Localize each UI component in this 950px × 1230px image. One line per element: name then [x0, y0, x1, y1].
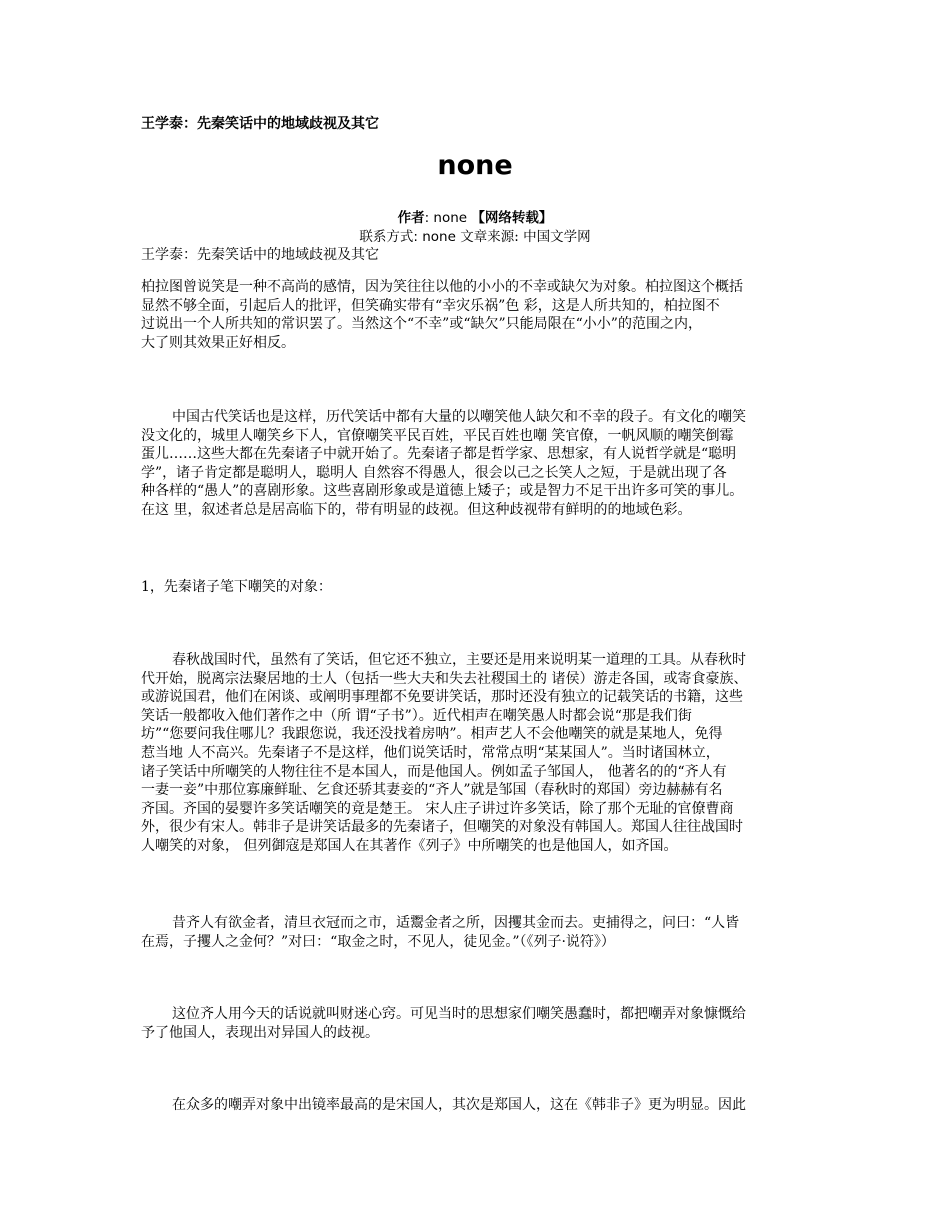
paragraph-line: 予了他国人，表现出对异国人的歧视。 [141, 1024, 379, 1041]
paragraph-4 [141, 1005, 821, 1042]
paragraph-line: 在焉，子攫人之金何？”对曰：“取金之时，不见人，徒见金。”（《列子·说符》） [141, 933, 615, 950]
paragraph-line: 或游说国君，他们在闲谈、或阐明事理都不免要讲笑话，那时还没有独立的记载笑话的书籍，这些 [141, 689, 743, 706]
paragraph-line: 诸子笑话中所嘲笑的人物往往不是本国人，而是他国人。例如孟子邹国人， 他著名的的“齐人有 [141, 763, 727, 780]
paragraph-line: 蛋儿……这些大都在先秦诸子中就开始了。先秦诸子都是哲学家、思想家，有人说哲学就是“聪明 [141, 446, 737, 463]
contact-value: : none [413, 229, 456, 245]
contact-source-line [141, 225, 809, 245]
paragraph-line: 代开始，脱离宗法聚居地的士人（包括一些大夫和失去社稷国土的 诸侯）游走各国，或寄食豪族、 [141, 670, 748, 687]
source-label: 文章来源 [460, 229, 515, 245]
paragraph-3 [141, 651, 821, 856]
paragraph-1 [141, 278, 821, 352]
author-line [141, 206, 809, 226]
author-value: : none [424, 210, 468, 226]
paragraph-2 [141, 408, 821, 520]
paragraph-line: 这位齐人用今天的话说就叫财迷心窍。可见当时的思想家们嘲笑愚蠢时，都把嘲弄对象慷慨给 [172, 1006, 746, 1022]
paragraph-line: 齐国。齐国的晏婴许多笑话嘲笑的竟是楚王。 宋人庄子讲过许多笑话，除了那个无耻的官僚曹商 [141, 800, 734, 817]
article-title: none [437, 150, 513, 181]
paragraph-line: 过说出一个人所共知的常识罢了。当然这个“不幸”或“缺欠”只能局限在“小小”的范围之内， [141, 316, 702, 333]
paragraph-line: 人嘲笑的对象， 但列御寇是郑国人在其著作《列子》中所嘲笑的也是他国人，如齐国。 [141, 837, 678, 854]
paragraph-line: 中国古代笑话也是这样，历代笑话中都有大量的以嘲笑他人缺欠和不幸的段子。有文化的嘲笑 [172, 409, 746, 425]
contact-label: 联系方式 [359, 229, 414, 245]
paragraph-quote [141, 914, 821, 951]
section-heading-text: 1，先秦诸子笔下嘲笑的对象： [141, 579, 332, 595]
paragraph-line: 春秋战国时代，虽然有了笑话，但它还不独立，主要还是用来说明某一道理的工具。从春秋时 [172, 652, 746, 668]
paragraph-line: 惹当地 人不高兴。先秦诸子不是这样，他们说笑话时，常常点明“某某国人”。当时诸国林立， [141, 744, 720, 761]
paragraph-5 [141, 1096, 821, 1115]
paragraph-line: 大了则其效果正好相反。 [141, 334, 295, 351]
source-value: : 中国文学网 [514, 229, 591, 245]
paragraph-line: 显然不够全面，引起后人的批评，但笑确实带有“幸灾乐祸”色 彩，这是人所共知的，柏拉图不 [141, 297, 720, 314]
article-subtitle: 王学泰：先秦笑话中的地域歧视及其它 [141, 247, 379, 263]
paragraph-line: 坊”“您要问我住哪儿？我跟您说，我还没找着房呐”。相声艺人不会他嘲笑的就是某地人，免得 [141, 726, 723, 743]
section-heading-1 [141, 578, 821, 597]
author-label: 作者 [397, 210, 425, 226]
paragraph-line: 柏拉图曾说笑是一种不高尚的感情，因为笑往往以他的小小的不幸或缺欠为对象。柏拉图这个概括 [141, 279, 743, 295]
paragraph-line: 笑话一般都收入他们著作之中（所 谓“子书”）。近代相声在嘲笑愚人时都会说“那是我们街 [141, 707, 692, 724]
paragraph-line: 外，很少有宋人。韩非子是讲笑话最多的先秦诸子，但嘲笑的对象没有韩国人。郑国人往往战国时 [141, 819, 743, 836]
paragraph-line: 昔齐人有欲金者，清旦衣冠而之市，适鬻金者之所，因攫其金而去。吏捕得之，问曰：“人皆 [172, 915, 740, 931]
paragraph-line: 学”，诸子肯定都是聪明人，聪明人 自然容不得愚人，很会以己之长笑人之短，于是就出现了各 [141, 464, 727, 481]
paragraph-line: 在这 里，叙述者总是居高临下的，带有明显的歧视。但这种歧视带有鲜明的的地域色彩。 [141, 501, 692, 518]
paragraph-line: 在众多的嘲弄对象中出镜率最高的是宋国人，其次是郑国人，这在《韩非子》更为明显。因此 [172, 1097, 746, 1113]
paragraph-line: 种各样的“愚人”的喜剧形象。这些喜剧形象或是道德上矮子；或是智力不足干出许多可笑的事儿。 [141, 483, 744, 500]
document-header-title: 王学泰：先秦笑话中的地域歧视及其它 [141, 116, 379, 132]
paragraph-line: 没文化的，城里人嘲笑乡下人，官僚嘲笑平民百姓，平民百姓也嘲 笑官僚，一帆风顺的嘲笑倒霉 [141, 427, 734, 444]
reprint-tag: 【网络转载】 [471, 210, 553, 226]
paragraph-line: 一妻一妾”中那位寡廉鲜耻、乞食还骄其妻妾的“齐人”就是邹国（春秋时的郑国）旁边赫赫有名 [141, 782, 723, 799]
